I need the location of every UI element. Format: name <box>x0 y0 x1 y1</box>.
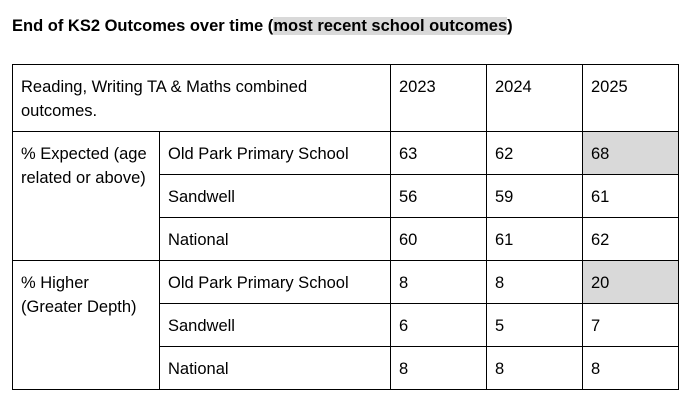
value-cell: 61 <box>487 218 583 261</box>
value-cell: 7 <box>583 304 679 347</box>
highlighted-value-cell: 68 <box>583 132 679 175</box>
place-cell: National <box>160 347 391 390</box>
group-label-expected: % Expected (age related or above) <box>13 132 160 261</box>
year-header-2023: 2023 <box>391 65 487 132</box>
heading-title: End of KS2 Outcomes over time ( <box>12 17 274 35</box>
header-label-cell: Reading, Writing TA & Maths combined outcomes. <box>13 65 391 132</box>
year-header-2025: 2025 <box>583 65 679 132</box>
year-header-2024: 2024 <box>487 65 583 132</box>
place-cell: Old Park Primary School <box>160 261 391 304</box>
value-cell: 8 <box>391 261 487 304</box>
value-cell: 63 <box>391 132 487 175</box>
place-cell: Old Park Primary School <box>160 132 391 175</box>
value-cell: 8 <box>487 261 583 304</box>
value-cell: 6 <box>391 304 487 347</box>
value-cell: 8 <box>487 347 583 390</box>
place-cell: Sandwell <box>160 175 391 218</box>
header-row <box>13 65 679 132</box>
table-row <box>13 132 679 175</box>
value-cell: 59 <box>487 175 583 218</box>
outcomes-table <box>12 64 679 390</box>
value-cell: 60 <box>391 218 487 261</box>
heading-highlight: most recent school outcomes <box>273 17 508 35</box>
group-label-higher: % Higher (Greater Depth) <box>13 261 160 390</box>
table-row <box>13 261 679 304</box>
value-cell: 61 <box>583 175 679 218</box>
place-cell: Sandwell <box>160 304 391 347</box>
value-cell: 8 <box>583 347 679 390</box>
value-cell: 5 <box>487 304 583 347</box>
place-cell: National <box>160 218 391 261</box>
value-cell: 62 <box>487 132 583 175</box>
value-cell: 56 <box>391 175 487 218</box>
value-cell: 8 <box>391 347 487 390</box>
highlighted-value-cell: 20 <box>583 261 679 304</box>
page-heading <box>12 15 513 37</box>
value-cell: 62 <box>583 218 679 261</box>
heading-close: ) <box>507 17 513 35</box>
